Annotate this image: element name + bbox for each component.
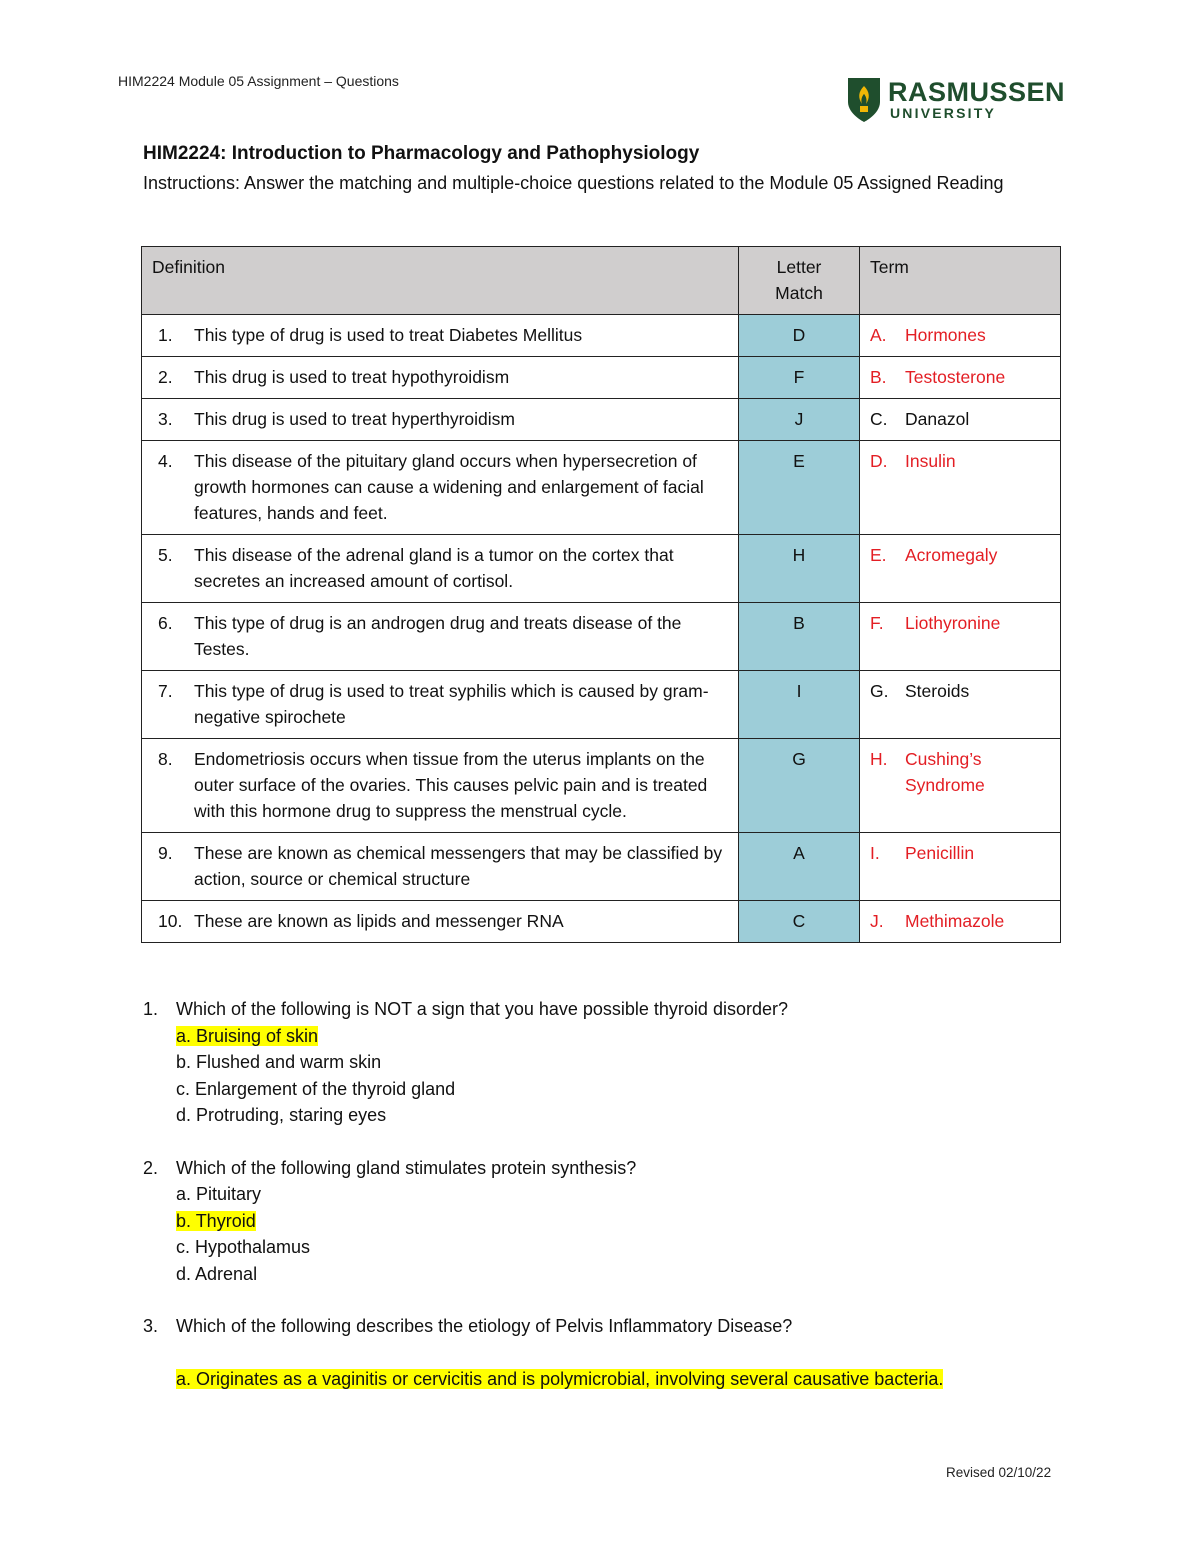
header-term: Term [860,247,1061,315]
term-cell [860,739,1061,833]
definition-text: This disease of the pituitary gland occurs when hypersecretion of growth hormones can cause a widening and enlargement of facial features, hands and feet. [194,451,704,523]
table-row [142,603,1061,671]
document-title: HIM2224: Introduction to Pharmacology and Pathophysiology [143,143,700,164]
row-number: 6. [158,613,173,633]
definition-cell [142,441,739,535]
row-number: 8. [158,749,173,769]
definition-text: This drug is used to treat hypothyroidism [194,367,510,387]
header-letter-match-label: Letter Match [775,257,823,303]
term-text: Liothyronine [905,613,1001,633]
letter-match-cell: G [739,739,860,833]
question-number: 2. [143,1157,159,1178]
table-row [142,357,1061,399]
definition-cell [142,603,739,671]
instructions: Instructions: Answer the matching and multiple-choice questions related to the Module 05 Assigned Reading [143,173,1004,193]
term-letter: H. [870,749,888,769]
term-letter: C. [870,409,888,429]
definition-text: This type of drug is an androgen drug and treats disease of the Testes. [194,613,682,659]
table-row [142,671,1061,739]
letter-match-cell: D [739,315,860,357]
definition-cell [142,833,739,901]
term-cell [860,357,1061,399]
question [143,996,1103,1155]
term-cell [860,603,1061,671]
letter-match-cell: F [739,357,860,399]
term-cell [860,441,1061,535]
table-row [142,739,1061,833]
option-text: d. Adrenal [176,1263,258,1284]
row-number: 10. [158,911,183,931]
term-text: Acromegaly [905,545,998,565]
term-text: Danazol [905,409,970,429]
option-text: c. Enlargement of the thyroid gland [176,1078,456,1099]
letter-match-cell: B [739,603,860,671]
table-row [142,399,1061,441]
option-text: b. Thyroid [176,1210,256,1231]
answer-option [176,1023,1103,1050]
answer-option [176,1181,1103,1208]
row-number: 5. [158,545,173,565]
header-letter-match [739,247,860,315]
logo-wordmark: RASMUSSEN [888,77,1066,107]
option-text: a. Bruising of skin [176,1025,319,1046]
definition-text: This drug is used to treat hyperthyroidism [194,409,515,429]
letter-match-cell: C [739,901,860,943]
table-row [142,833,1061,901]
option-text: a. Originates as a vaginitis or cervicitis and is polymicrobial, involving several causative bacteria. [176,1368,944,1389]
matching-table [141,246,1061,943]
term-cell [860,399,1061,441]
row-number: 2. [158,367,173,387]
row-number: 3. [158,409,173,429]
row-number: 4. [158,451,173,471]
term-text: Methimazole [905,911,1005,931]
question [143,1313,1103,1392]
letter-match-cell: A [739,833,860,901]
definition-text: Endometriosis occurs when tissue from the uterus implants on the outer surface of the ovaries. This causes pelvic pain and is treated with this hormone drug to suppress the menstrual cycle. [194,749,708,821]
definition-cell [142,399,739,441]
university-logo [846,74,1066,124]
definition-cell [142,901,739,943]
question-number: 3. [143,1316,159,1336]
letter-match-cell: E [739,441,860,535]
answer-option [176,1076,1103,1103]
answer-option [176,1261,1103,1288]
term-letter: F. [870,613,884,633]
term-cell [860,671,1061,739]
term-cell [860,833,1061,901]
term-letter: I. [870,843,880,863]
term-text: Insulin [905,451,956,471]
definition-cell [142,671,739,739]
answer-option [176,1208,1103,1235]
question-text: Which of the following is NOT a sign that you have possible thyroid disorder? [176,999,788,1019]
header-definition: Definition [142,247,739,315]
definition-cell [142,357,739,399]
answer-option [176,1102,1103,1129]
shield-icon [846,76,882,124]
term-letter: B. [870,367,887,387]
definition-cell [142,739,739,833]
definition-text: These are known as chemical messengers that may be classified by action, source or chemical structure [194,843,723,889]
table-row [142,535,1061,603]
term-text: Steroids [905,681,970,701]
term-letter: J. [870,911,884,931]
letter-match-cell: J [739,399,860,441]
question [143,1155,1103,1314]
option-text: a. Pituitary [176,1184,262,1204]
definition-text: This disease of the adrenal gland is a tumor on the cortex that secretes an increased amount of cortisol. [194,545,674,591]
answer-option [176,1234,1103,1261]
term-letter: A. [870,325,887,345]
definition-cell [142,315,739,357]
term-letter: D. [870,451,888,471]
definition-text: This type of drug is used to treat Diabetes Mellitus [194,325,583,345]
table-row [142,901,1061,943]
answer-option [176,1049,1103,1076]
question-number: 1. [143,999,159,1019]
term-text: Cushing’s Syndrome [905,749,985,795]
definition-cell [142,535,739,603]
row-number: 1. [158,325,173,345]
question-text: Which of the following describes the etiology of Pelvis Inflammatory Disease? [176,1316,793,1336]
question-text: Which of the following gland stimulates protein synthesis? [176,1157,637,1178]
revision-footer: Revised 02/10/22 [946,1465,1052,1480]
logo-subtitle: UNIVERSITY [890,105,997,121]
definition-text: These are known as lipids and messenger RNA [194,911,564,931]
term-text: Hormones [905,325,986,345]
questions-section [143,996,1103,1392]
option-text: c. Hypothalamus [176,1237,311,1257]
page-header: HIM2224 Module 05 Assignment – Questions [118,73,399,89]
option-text: d. Protruding, staring eyes [176,1105,387,1125]
term-cell [860,535,1061,603]
term-text: Testosterone [905,367,1006,387]
term-cell [860,315,1061,357]
term-letter: E. [870,545,887,565]
term-cell [860,901,1061,943]
row-number: 7. [158,681,173,701]
table-header-row [142,247,1061,315]
letter-match-cell: H [739,535,860,603]
table-row [142,441,1061,535]
table-row [142,315,1061,357]
definition-text: This type of drug is used to treat syphilis which is caused by gram-negative spirochete [194,681,709,727]
answer-option [176,1366,1103,1393]
option-text: b. Flushed and warm skin [176,1052,382,1072]
row-number: 9. [158,843,173,863]
term-letter: G. [870,681,889,701]
letter-match-cell: I [739,671,860,739]
term-text: Penicillin [905,843,975,863]
